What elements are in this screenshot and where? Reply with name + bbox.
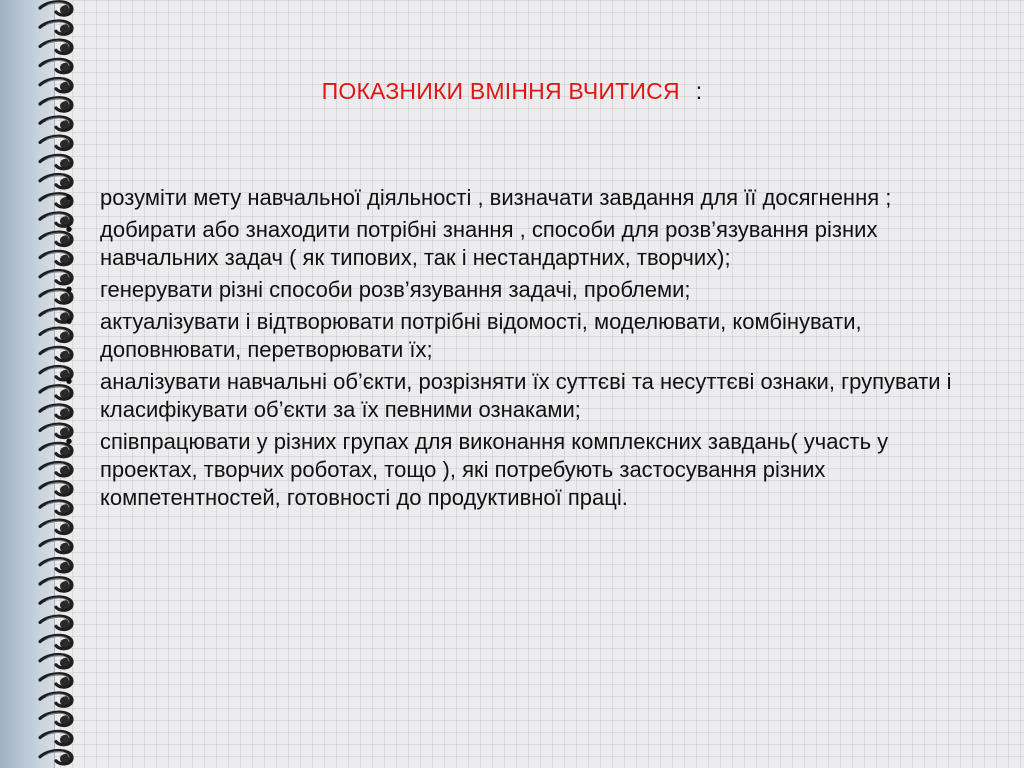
bullet-item (58, 368, 968, 424)
spiral-ring-icon (40, 597, 72, 610)
spiral-ring-icon (40, 40, 72, 53)
bullet-text: розуміти мету навчальної діяльності , визначати завдання для її досягнення ; (100, 185, 892, 210)
bullet-item (58, 216, 968, 272)
title-text: ПОКАЗНИКИ ВМІННЯ ВЧИТИСЯ (321, 78, 680, 104)
bullet-icon: • (65, 279, 73, 301)
spiral-ring-icon (40, 674, 72, 687)
spiral-ring-icon (40, 559, 72, 572)
bullet-icon: • (65, 187, 73, 209)
spiral-ring-icon (40, 693, 72, 706)
spiral-ring-icon (40, 520, 72, 533)
bullet-text: співпрацювати у різних групах для виконання комплексних завдань( участь у проектах, творчих роботах, тощо ), які потребують застосування різних компетентностей, готовності до продуктивної праці. (100, 429, 889, 510)
title-colon: : (695, 78, 703, 104)
bullet-item (58, 428, 968, 512)
spiral-ring-icon (40, 751, 72, 764)
bullet-item (58, 184, 968, 212)
bullet-text: добирати або знаходити потрібні знання , способи для розв’язування різних навчальних задач ( як типових, так і нестандартних, творчих); (100, 217, 878, 270)
bullet-text: аналізувати навчальні об’єкти, розрізняти їх суттєві та несуттєві ознаки, групувати і класифікувати об’єкти за їх певними ознаками; (100, 369, 952, 422)
bullet-icon: • (65, 311, 73, 333)
spiral-ring-icon (40, 155, 72, 168)
spiral-ring-icon (40, 59, 72, 72)
bullet-item (58, 276, 968, 304)
spiral-ring-icon (40, 616, 72, 629)
bullet-icon: • (65, 219, 73, 241)
bullet-text: актуалізувати і відтворювати потрібні відомості, моделювати, комбінувати, доповнювати, перетворювати їх; (100, 309, 862, 362)
bullet-text: генерувати різні способи розв’язування задачі, проблеми; (100, 277, 691, 302)
bullet-icon: • (65, 371, 73, 393)
bullet-list (58, 184, 968, 516)
slide-title (0, 78, 1024, 105)
spiral-ring-icon (40, 539, 72, 552)
spiral-ring-icon (40, 136, 72, 149)
spiral-ring-icon (40, 731, 72, 744)
spiral-ring-icon (40, 635, 72, 648)
spiral-ring-icon (40, 2, 72, 15)
spiral-ring-icon (40, 21, 72, 34)
spiral-ring-icon (40, 578, 72, 591)
bullet-icon: • (65, 431, 73, 453)
spiral-ring-icon (40, 712, 72, 725)
spiral-ring-icon (40, 655, 72, 668)
bullet-item (58, 308, 968, 364)
spiral-ring-icon (40, 117, 72, 130)
